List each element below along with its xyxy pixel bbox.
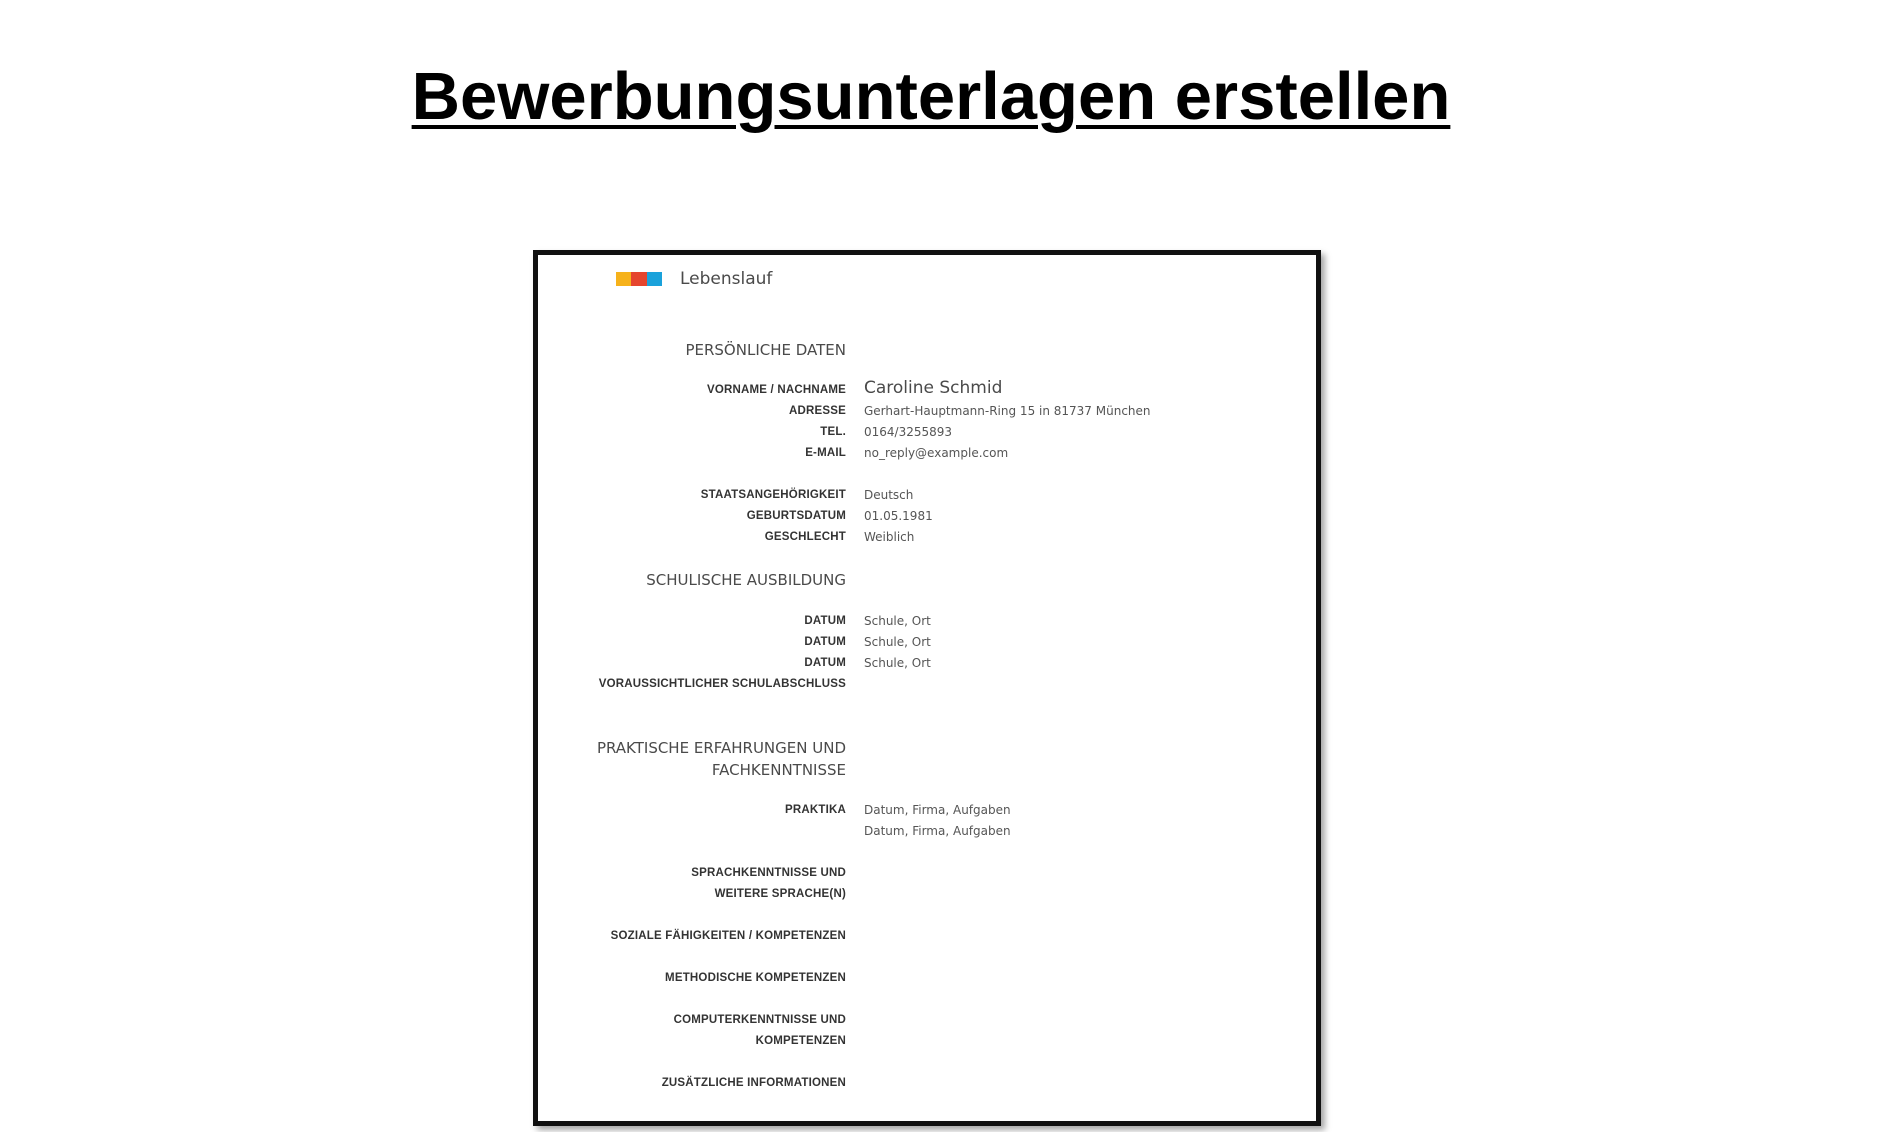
cv-header-title: Lebenslauf xyxy=(680,269,773,289)
birthdate-label: GEBURTSDATUM xyxy=(746,510,846,522)
name-label: VORNAME / NACHNAME xyxy=(706,384,846,396)
cv-document xyxy=(533,250,1321,1126)
section-heading-personal: PERSÖNLICHE DATEN xyxy=(685,341,846,359)
languages-label-line1: SPRACHKENNTNISSE UND xyxy=(691,867,846,879)
additional-info-label: ZUSÄTZLICHE INFORMATIONEN xyxy=(661,1077,846,1089)
nationality-label: STAATSANGEHÖRIGKEIT xyxy=(700,489,846,501)
school-value: Schule, Ort xyxy=(864,656,931,670)
school-value: Schule, Ort xyxy=(864,635,931,649)
birthdate-value: 01.05.1981 xyxy=(864,509,933,523)
color-block-yellow xyxy=(616,272,631,286)
phone-value: 0164/3255893 xyxy=(864,425,953,439)
name-value: Caroline Schmid xyxy=(864,378,1003,398)
methodical-skills-label: METHODISCHE KOMPETENZEN xyxy=(665,972,846,984)
gender-value: Weiblich xyxy=(864,530,915,544)
email-value: no_reply@example.com xyxy=(864,446,1009,460)
internship-entry: Datum, Firma, Aufgaben xyxy=(864,824,1011,838)
internships-label: PRAKTIKA xyxy=(784,804,846,816)
section-heading-school: SCHULISCHE AUSBILDUNG xyxy=(646,571,846,589)
address-label: ADRESSE xyxy=(789,405,846,417)
color-block-red xyxy=(631,272,646,286)
gender-label: GESCHLECHT xyxy=(764,531,846,543)
computer-skills-label-line1: COMPUTERKENNTNISSE UND xyxy=(673,1014,846,1026)
section-heading-practical-line1: PRAKTISCHE ERFAHRUNGEN UND xyxy=(596,739,846,757)
nationality-value: Deutsch xyxy=(864,488,914,502)
page-title: Bewerbungsunterlagen erstellen xyxy=(411,59,1451,134)
color-blocks-logo xyxy=(616,272,662,286)
languages-label-line2: WEITERE SPRACHE(N) xyxy=(714,888,846,900)
cv-header xyxy=(616,267,772,291)
section-heading-practical-line2: FACHKENNTNISSE xyxy=(711,761,846,779)
computer-skills-label-line2: KOMPETENZEN xyxy=(755,1035,846,1047)
social-skills-label: SOZIALE FÄHIGKEITEN / KOMPETENZEN xyxy=(610,930,846,942)
school-date-label: DATUM xyxy=(804,657,846,669)
internship-entry: Datum, Firma, Aufgaben xyxy=(864,803,1011,817)
school-date-label: DATUM xyxy=(804,615,846,627)
email-label: E-MAIL xyxy=(805,447,846,459)
school-date-label: DATUM xyxy=(804,636,846,648)
color-block-blue xyxy=(647,272,662,286)
address-value: Gerhart-Hauptmann-Ring 15 in 81737 München xyxy=(864,404,1151,418)
phone-label: TEL. xyxy=(820,426,846,438)
school-value: Schule, Ort xyxy=(864,614,931,628)
degree-label: VORAUSSICHTLICHER SCHULABSCHLUSS xyxy=(598,678,846,690)
